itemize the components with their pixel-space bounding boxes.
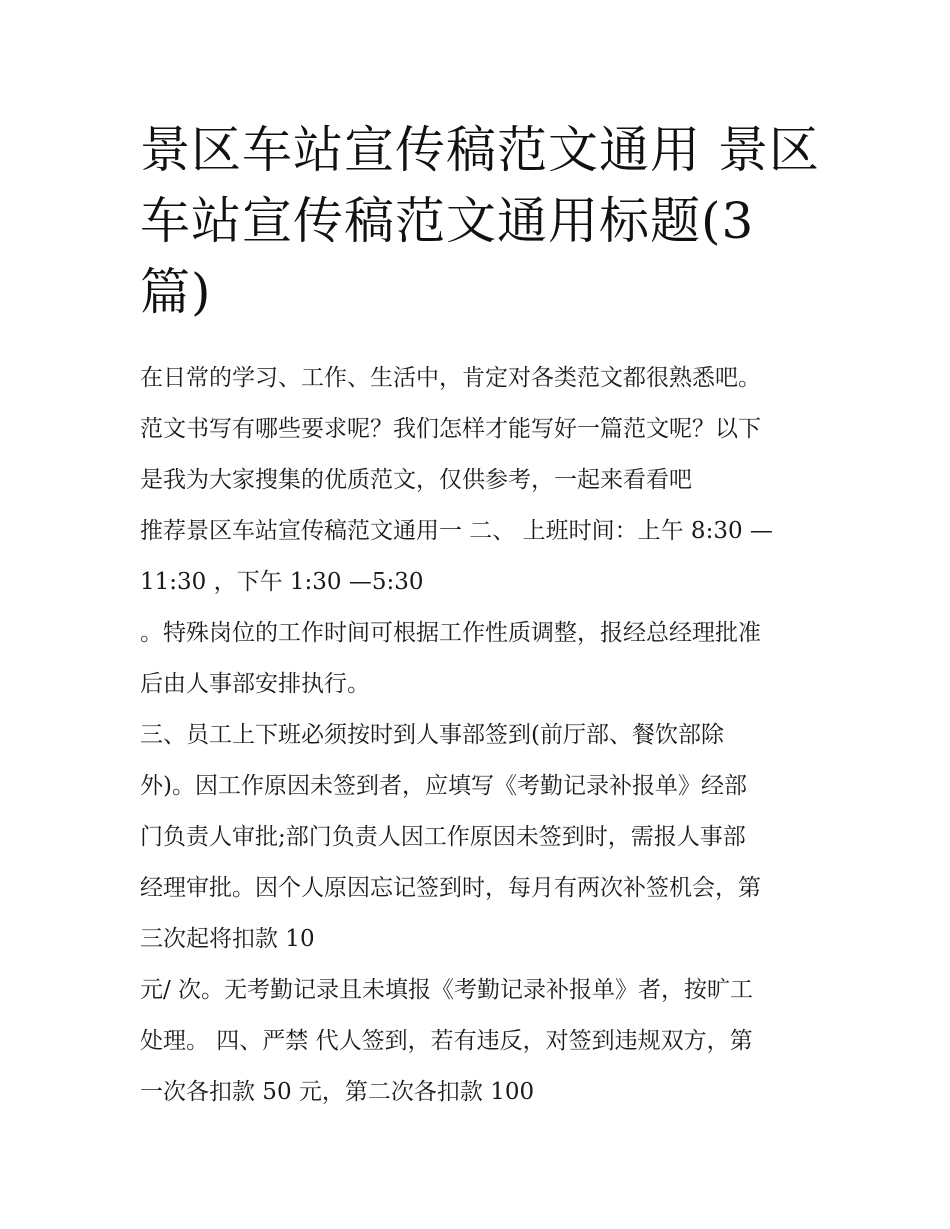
body-line: 推荐景区车站宣传稿范文通用一 二、 上班时间：上午 8:30 — [140,518,773,544]
body-line: 门负责人审批;部门负责人因工作原因未签到时，需报人事部 [140,824,746,850]
document-body [140,353,820,1118]
body-line: 一次各扣款 50 元，第二次各扣款 100 [140,1079,535,1105]
body-line: 后由人事部安排执行。 [140,671,370,697]
title-line-2: 车站宣传稿范文通用标题(3 [140,192,755,250]
body-line: 是我为大家搜集的优质范文，仅供参考，一起来看看吧 [140,467,692,493]
document-title [140,115,820,328]
body-line: 元/ 次。无考勤记录且未填报《考勤记录补报单》者，按旷工 [140,977,754,1003]
body-line: 外)。因工作原因未签到者，应填写《考勤记录补报单》经部 [140,773,747,799]
title-line-3: 篇) [140,263,212,321]
body-line: 经理审批。因个人原因忘记签到时，每月有两次补签机会，第 [140,875,761,901]
body-line: 在日常的学习、工作、生活中，肯定对各类范文都很熟悉吧。 [140,365,761,391]
body-line: 三、员工上下班必须按时到人事部签到(前厅部、餐饮部除 [140,722,724,748]
body-line: 处理。 四、严禁 代人签到，若有违反，对签到违规双方，第 [140,1028,753,1054]
body-line: 。特殊岗位的工作时间可根据工作性质调整，报经总经理批准 [140,620,761,646]
body-line: 11:30 ，下午 1:30 —5:30 [140,569,424,595]
body-line: 三次起将扣款 10 [140,926,315,952]
body-line: 范文书写有哪些要求呢？我们怎样才能写好一篇范文呢？以下 [140,416,761,442]
title-line-1: 景区车站宣传稿范文通用 景区 [140,121,820,179]
